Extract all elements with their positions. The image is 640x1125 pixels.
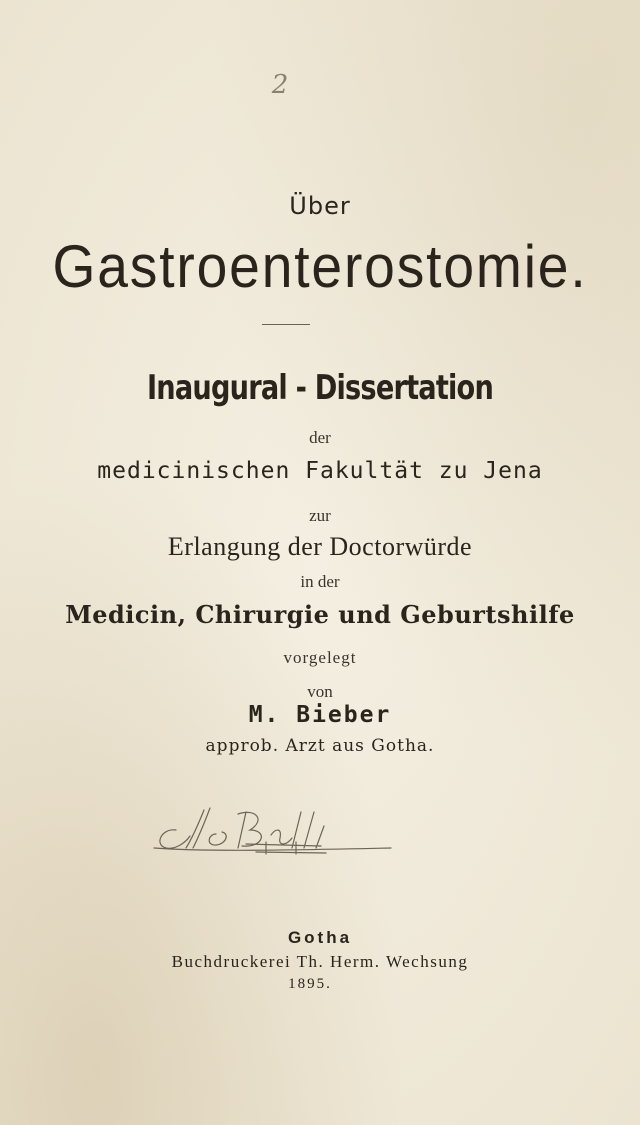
page-title: Gastroenterostomie. <box>52 233 588 300</box>
handwritten-signature <box>146 790 396 860</box>
text-vorgelegt: vorgelegt <box>283 648 357 667</box>
imprint-city: Gotha <box>287 928 353 947</box>
purpose-line: Erlangung der Doctorwürde <box>167 532 473 561</box>
dissertation-heading: Inaugural - Dissertation <box>146 368 494 408</box>
fields-line: Medicin, Chirurgie und Geburtshilfe <box>65 600 575 629</box>
imprint-year: 1895. <box>288 976 332 992</box>
text-in-der: in der <box>300 572 340 591</box>
text-von: von <box>307 682 333 701</box>
divider <box>262 324 310 325</box>
title-preposition: Über <box>289 192 351 220</box>
author-name: M. Bieber <box>248 702 392 728</box>
text-der: der <box>309 428 331 447</box>
page-number: 2 <box>271 70 289 100</box>
imprint-printer: Buchdruckerei Th. Herm. Wechsung <box>171 952 469 971</box>
author-title: approb. Arzt aus Gotha. <box>205 736 435 756</box>
text-zur: zur <box>309 506 331 525</box>
faculty-line: medicinischen Fakultät zu Jena <box>97 458 543 484</box>
